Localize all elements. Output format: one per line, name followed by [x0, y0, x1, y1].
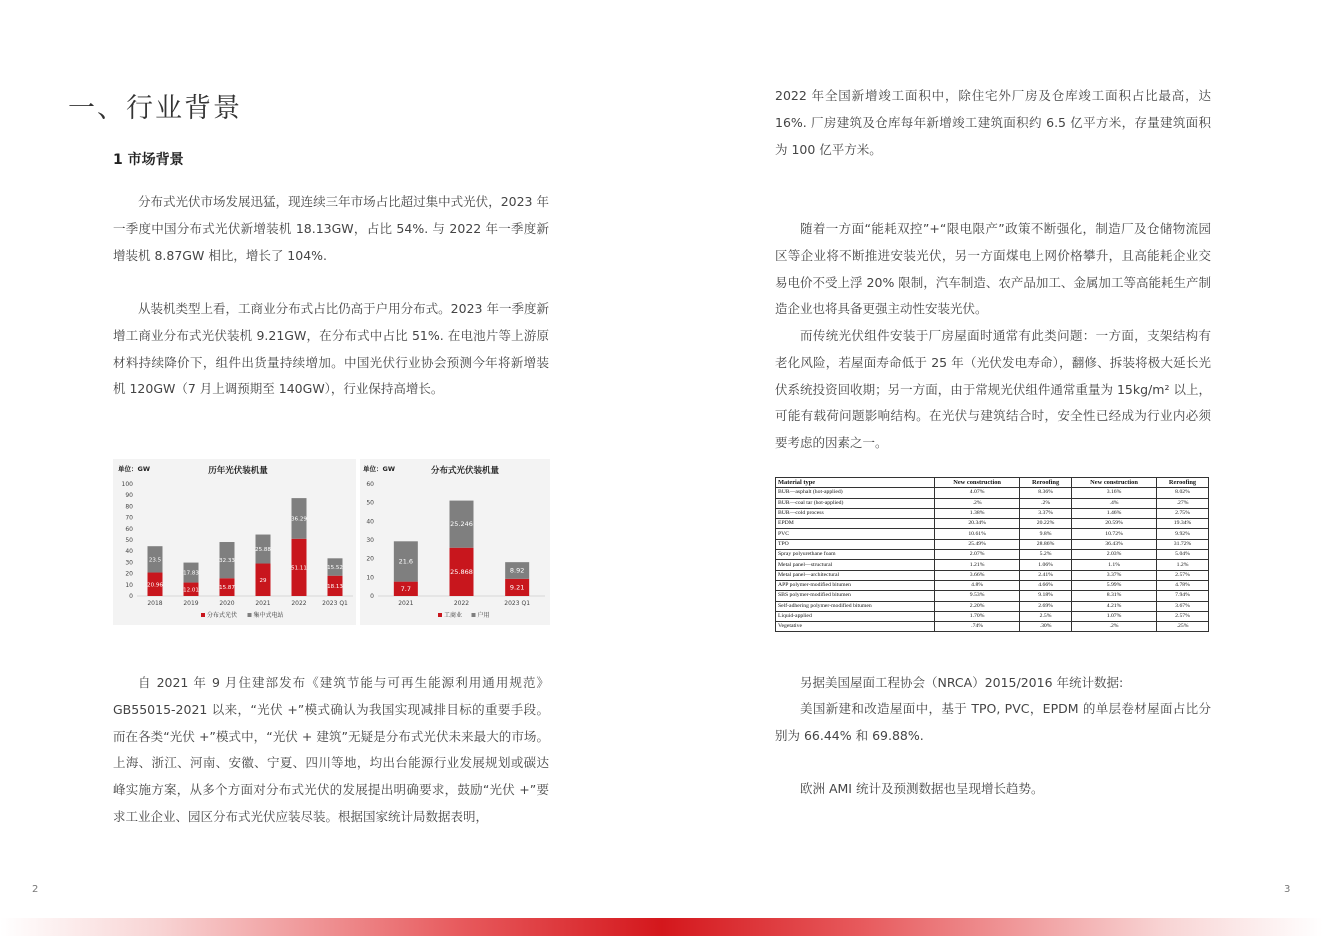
table-cell: 4.78% [1157, 580, 1209, 590]
paragraph: 随着一方面“能耗双控”+“限电限产”政策不断强化，制造厂及仓储物流园区等企业将不断推进安装光伏，另一方面煤电上网价格攀升，且高能耗企业交易电价不受上浮 20% 限制，汽车制造、农产品加工、金属加工等高能耗生产制造企业也将具备更强主动性安装光伏。 [775, 221, 1211, 317]
x-tick-label: 2022 [453, 600, 470, 607]
x-tick-label: 2021 [398, 600, 414, 607]
table-header-cell: Reroofing [1157, 478, 1209, 488]
legend-swatch [472, 613, 476, 617]
y-tick-label: 20 [366, 555, 374, 563]
legend-label: 集中式电站 [253, 612, 284, 619]
table-cell: Self-adhering polymer-modified bitumen [776, 601, 935, 611]
table-cell: BUR—asphalt (hot-applied) [776, 488, 935, 498]
data-label: 29 [259, 577, 267, 584]
table-cell: 2.41% [1020, 570, 1072, 580]
table-cell: 4.66% [1020, 580, 1072, 590]
table-cell: 4.07% [935, 488, 1020, 498]
y-tick-label: 20 [125, 570, 133, 578]
table-row [776, 550, 1209, 560]
charts-panel [113, 459, 550, 625]
table-cell: 10.72% [1072, 529, 1157, 539]
table-cell: 2.07% [935, 550, 1020, 560]
y-tick-label: 60 [125, 525, 133, 533]
table-cell: 1.38% [935, 508, 1020, 518]
table-row [776, 560, 1209, 570]
data-label: 25.246 [450, 520, 473, 529]
legend-swatch [201, 613, 205, 617]
table-row [776, 580, 1209, 590]
chart-distributed-installations [360, 459, 550, 625]
data-label: 25.88 [255, 547, 271, 554]
data-label: 21.6 [398, 557, 414, 566]
data-label: 51.11 [291, 565, 307, 572]
page-number: 3 [1284, 884, 1291, 895]
table-row [776, 519, 1209, 529]
left-page [0, 0, 661, 936]
table-cell: 1.2% [1157, 560, 1209, 570]
table-row [776, 498, 1209, 508]
x-tick-label: 2023 Q1 [504, 600, 531, 607]
table-header-cell: Reroofing [1020, 478, 1072, 488]
y-tick-label: 40 [125, 548, 133, 556]
x-tick-label: 2023 Q1 [322, 600, 348, 607]
table-cell: 36.43% [1072, 539, 1157, 549]
table-cell: BUR—coal tar (hot-applied) [776, 498, 935, 508]
chart-annual-installations [113, 459, 356, 625]
chart-unit-label: 单位：GW [118, 465, 151, 473]
table-cell: .27% [1157, 498, 1209, 508]
y-tick-label: 70 [125, 514, 133, 522]
table-cell: 20.59% [1072, 519, 1157, 529]
table-cell: 1.70% [935, 611, 1020, 621]
section-title: 一、行业背景 [68, 93, 242, 124]
y-tick-label: 10 [125, 581, 133, 589]
page-number: 2 [32, 884, 39, 895]
table-cell: APP polymer-modified bitumen [776, 580, 935, 590]
y-tick-label: 30 [125, 559, 133, 567]
table-row [776, 488, 1209, 498]
table-cell: 1.21% [935, 560, 1020, 570]
data-label: 18.13 [327, 583, 343, 590]
table-cell: 4.8% [935, 580, 1020, 590]
table-row [776, 529, 1209, 539]
table-cell: 10.61% [935, 529, 1020, 539]
data-label: 15.52 [327, 565, 343, 572]
chart-title: 历年光伏装机量 [208, 466, 268, 476]
table-cell: .2% [1072, 622, 1157, 632]
table-cell: 8.36% [1020, 488, 1072, 498]
table-cell: .4% [1072, 498, 1157, 508]
y-tick-label: 10 [366, 574, 374, 582]
table-cell: 8.31% [1072, 591, 1157, 601]
table-cell: 31.72% [1157, 539, 1209, 549]
table-cell: 25.49% [935, 539, 1020, 549]
table-header-cell: New construction [935, 478, 1020, 488]
legend-swatch [438, 613, 442, 617]
legend-label: 户用 [477, 612, 490, 619]
table-cell: 28.86% [1020, 539, 1072, 549]
table-cell: Liquid-applied [776, 611, 935, 621]
table-cell: 2.57% [1157, 570, 1209, 580]
table-header-cell: New construction [1072, 478, 1157, 488]
table-cell: 2.5% [1020, 611, 1072, 621]
table-cell: .30% [1020, 622, 1072, 632]
data-label: 8.92 [509, 566, 525, 575]
legend-label: 分布式光伏 [207, 612, 238, 619]
x-tick-label: 2019 [183, 600, 199, 607]
table-cell: 5.99% [1072, 580, 1157, 590]
table-cell: 3.37% [1020, 508, 1072, 518]
table-cell: 2.57% [1157, 611, 1209, 621]
data-label: 17.83 [183, 570, 199, 577]
x-tick-label: 2022 [291, 600, 307, 607]
table-row [776, 591, 1209, 601]
y-tick-label: 100 [121, 481, 133, 488]
x-tick-label: 2021 [255, 600, 271, 607]
table-cell: .2% [1020, 498, 1072, 508]
table-cell: Metal panel—structural [776, 560, 935, 570]
table-cell: 9.53% [935, 591, 1020, 601]
table-cell: Metal panel—architectural [776, 570, 935, 580]
x-tick-label: 2020 [219, 600, 235, 607]
table-cell: 9.18% [1020, 591, 1072, 601]
legend-label: 工商业 [444, 612, 463, 619]
paragraph: 美国新建和改造屋面中，基于 TPO, PVC，EPDM 的单层卷材屋面占比分别为 66.44% 和 69.88%. [775, 701, 1211, 743]
y-tick-label: 90 [125, 492, 133, 500]
table-cell: 1.46% [1072, 508, 1157, 518]
table-cell: .74% [935, 622, 1020, 632]
paragraph: 2022 年全国新增竣工面积中，除住宅外厂房及仓库竣工面积占比最高，达 16%. 厂房建筑及仓库每年新增竣工建筑面积约 6.5 亿平方米，存量建筑面积为 100 亿平方米。 [775, 88, 1211, 157]
table-row [776, 570, 1209, 580]
paragraph: 欧洲 AMI 统计及预测数据也呈现增长趋势。 [800, 781, 1044, 796]
y-tick-label: 30 [366, 537, 374, 544]
data-label: 20.96 [147, 582, 163, 589]
table-cell: 2.69% [1020, 601, 1072, 611]
table-header-cell: Material type [776, 478, 935, 488]
table-cell: 1.06% [1020, 560, 1072, 570]
y-tick-label: 50 [125, 537, 133, 544]
paragraph: 分布式光伏市场发展迅猛，现连续三年市场占比超过集中式光伏，2023 年一季度中国分布式光伏新增装机 18.13GW，占比 54%. 与 2022 年一季度新增装机 8.87GW 相比，增长了 104%. [113, 194, 549, 263]
paragraph: 而传统光伏组件安装于厂房屋面时通常有此类问题：一方面，支架结构有老化风险，若屋面寿命低于 25 年（光伏发电寿命），翻修、拆装将极大延长光伏系统投资回收期；另一方面，由于常规光伏组件通常重量为 15kg/m² 以上，可能有载荷问题影响结构。在光伏与建筑结合时，安全性已经成为行业内必须要考虑的因素之一。 [775, 328, 1211, 451]
table-cell: 3.16% [1072, 488, 1157, 498]
chart-unit-label: 单位：GW [363, 465, 396, 473]
table-row [776, 539, 1209, 549]
table-cell: 5.04% [1157, 550, 1209, 560]
paragraph: 自 2021 年 9 月住建部发布《建筑节能与可再生能源利用通用规范》GB55015-2021 以来，“光伏 +”模式确认为我国实现减排目标的重要手段。而在各类“光伏 +”模式中，“光伏 + 建筑”无疑是分布式光伏未来最大的市场。上海、浙江、河南、安徽、宁夏、四川等地，均出台能源行业发展规划或碳达峰实施方案，从多个方面对分布式光伏的发展提出明确要求，鼓励“光伏 +”要求工业企业、园区分布式光伏应装尽装。根据国家统计局数据表明， [113, 675, 549, 824]
table-cell: BUR—cold process [776, 508, 935, 518]
x-tick-label: 2018 [147, 600, 163, 607]
data-label: 32.33 [219, 558, 235, 565]
data-label: 12.01 [183, 587, 199, 594]
table-cell: SBS polymer-modified bitumen [776, 591, 935, 601]
roofing-material-table [775, 477, 1209, 632]
y-tick-label: 80 [125, 503, 133, 511]
table-cell: 20.22% [1020, 519, 1072, 529]
table-cell: EPDM [776, 519, 935, 529]
data-label: 15.87 [219, 585, 235, 592]
table-cell: 9.92% [1157, 529, 1209, 539]
table-row [776, 611, 1209, 621]
table-cell: 5.2% [1020, 550, 1072, 560]
table-cell: 19.34% [1157, 519, 1209, 529]
subsection-title: 1 市场背景 [113, 152, 184, 168]
table-row [776, 508, 1209, 518]
table-cell: 7.94% [1157, 591, 1209, 601]
table-cell: 1.1% [1072, 560, 1157, 570]
legend-swatch [248, 613, 252, 617]
data-label: 9.21 [509, 583, 525, 592]
table-cell: 3.37% [1072, 570, 1157, 580]
table-row [776, 601, 1209, 611]
table-cell: 2.03% [1072, 550, 1157, 560]
table-cell: PVC [776, 529, 935, 539]
table-cell: 20.34% [935, 519, 1020, 529]
table-cell: TPO [776, 539, 935, 549]
table-cell: .25% [1157, 622, 1209, 632]
y-tick-label: 0 [370, 593, 374, 600]
table-cell: 2.20% [935, 601, 1020, 611]
data-label: 36.29 [291, 516, 307, 523]
table-cell: Vegetative [776, 622, 935, 632]
y-tick-label: 40 [366, 518, 374, 526]
data-label: 7.7 [400, 584, 412, 593]
table-row [776, 622, 1209, 632]
y-tick-label: 60 [366, 481, 374, 488]
table-header-row [776, 478, 1209, 488]
table-cell: 9.8% [1020, 529, 1072, 539]
table-cell: 3.67% [1157, 601, 1209, 611]
paragraph: 从装机类型上看，工商业分布式占比仍高于户用分布式。2023 年一季度新增工商业分布式光伏装机 9.21GW，在分布式中占比 51%. 在电池片等上游原材料持续降价下，组件出货量持续增加。中国光伏行业协会预测今年将新增装机 120GW（7 月上调预期至 140GW），行业保持高增长。 [113, 301, 549, 397]
y-tick-label: 0 [129, 593, 133, 600]
table-cell: Spray polyurethane foam [776, 550, 935, 560]
data-label: 23.5 [148, 557, 162, 564]
table-cell: 2.75% [1157, 508, 1209, 518]
chart-title: 分布式光伏装机量 [430, 466, 500, 476]
paragraph: 另据美国屋面工程协会（NRCA）2015/2016 年统计数据: [800, 675, 1124, 690]
table-cell: 3.66% [935, 570, 1020, 580]
table-cell: 1.07% [1072, 611, 1157, 621]
data-label: 25.868 [450, 567, 473, 576]
footer-gradient-bar [0, 918, 1323, 936]
y-tick-label: 50 [366, 499, 374, 507]
table-cell: 8.02% [1157, 488, 1209, 498]
table-cell: 4.21% [1072, 601, 1157, 611]
table-cell: .2% [935, 498, 1020, 508]
